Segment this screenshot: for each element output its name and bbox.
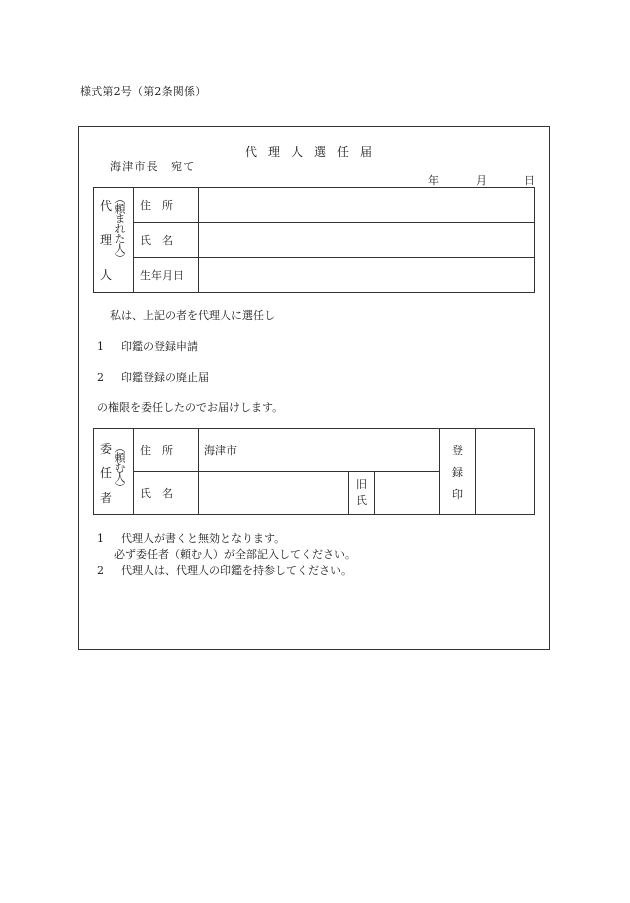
- principal-main-char: 委: [100, 441, 113, 456]
- former-name-field[interactable]: [375, 472, 440, 515]
- note-text: 代理人は、代理人の印鑑を持参してください。: [121, 564, 352, 577]
- item-number: 2: [97, 371, 104, 384]
- former-name-label-cell: [349, 472, 375, 515]
- principal-name-field[interactable]: [199, 472, 349, 515]
- item-number: 1: [97, 340, 104, 353]
- principal-address-field[interactable]: 海津市: [199, 429, 440, 472]
- former-name-char: 旧: [356, 478, 367, 491]
- agent-birthdate-label: 生年月日: [134, 258, 199, 293]
- item-text: 印鑑登録の廃止届: [121, 371, 209, 384]
- principal-main-char: 者: [100, 490, 113, 505]
- agent-side-label: [94, 188, 134, 293]
- seal-label-cell: [440, 429, 476, 515]
- principal-table: [93, 428, 535, 515]
- note-number: 1: [97, 532, 104, 545]
- delegation-item: [97, 369, 209, 385]
- note-line: [114, 546, 356, 562]
- principal-address-label: 住 所: [134, 429, 199, 472]
- form-title: 代理人選任届: [244, 145, 383, 159]
- item-text: 印鑑の登録申請: [121, 340, 198, 353]
- date-year-label: 年: [428, 174, 439, 187]
- agent-name-field[interactable]: [199, 223, 535, 258]
- principal-sub-label: （頼む人）: [113, 441, 126, 492]
- agent-birthdate-field[interactable]: [199, 258, 535, 293]
- seal-label-char: 印: [452, 487, 463, 501]
- delegation-item: [97, 338, 198, 354]
- seal-label-char: 録: [452, 465, 463, 479]
- principal-main-label: [100, 440, 112, 506]
- agent-name-label: 氏 名: [134, 223, 199, 258]
- principal-name-label: 氏 名: [134, 472, 199, 515]
- note-line: [97, 530, 285, 546]
- date-month-label: 月: [476, 174, 487, 187]
- date-row: [428, 172, 535, 188]
- principal-side-label: [94, 429, 134, 515]
- agent-main-char: 代: [100, 198, 113, 213]
- agent-main-char: 人: [100, 267, 113, 282]
- seal-label-char: 登: [452, 443, 463, 457]
- agent-address-field[interactable]: [199, 188, 535, 223]
- note-text: 必ず委任者（頼む人）が全部記入してください。: [114, 548, 356, 561]
- former-name-char: 氏: [356, 494, 367, 507]
- note-line: [97, 562, 352, 578]
- delegation-conclusion: の権限を委任したのでお届けします。: [97, 401, 284, 414]
- agent-sub-label: （頼まれた人）: [113, 192, 126, 263]
- addressee: 海津市長 宛て: [110, 160, 196, 173]
- note-number: 2: [97, 564, 104, 577]
- agent-main-label: [100, 197, 112, 283]
- agent-table: [93, 187, 535, 293]
- delegation-statement: 私は、上記の者を代理人に選任し: [110, 309, 275, 322]
- agent-address-label: 住 所: [134, 188, 199, 223]
- form-number: 様式第2号（第2条関係）: [80, 85, 207, 98]
- agent-main-char: 理: [100, 233, 113, 247]
- date-day-label: 日: [524, 174, 535, 187]
- principal-main-char: 任: [100, 466, 113, 480]
- registered-seal-box[interactable]: [476, 429, 535, 515]
- note-text: 代理人が書くと無効となります。: [121, 532, 286, 545]
